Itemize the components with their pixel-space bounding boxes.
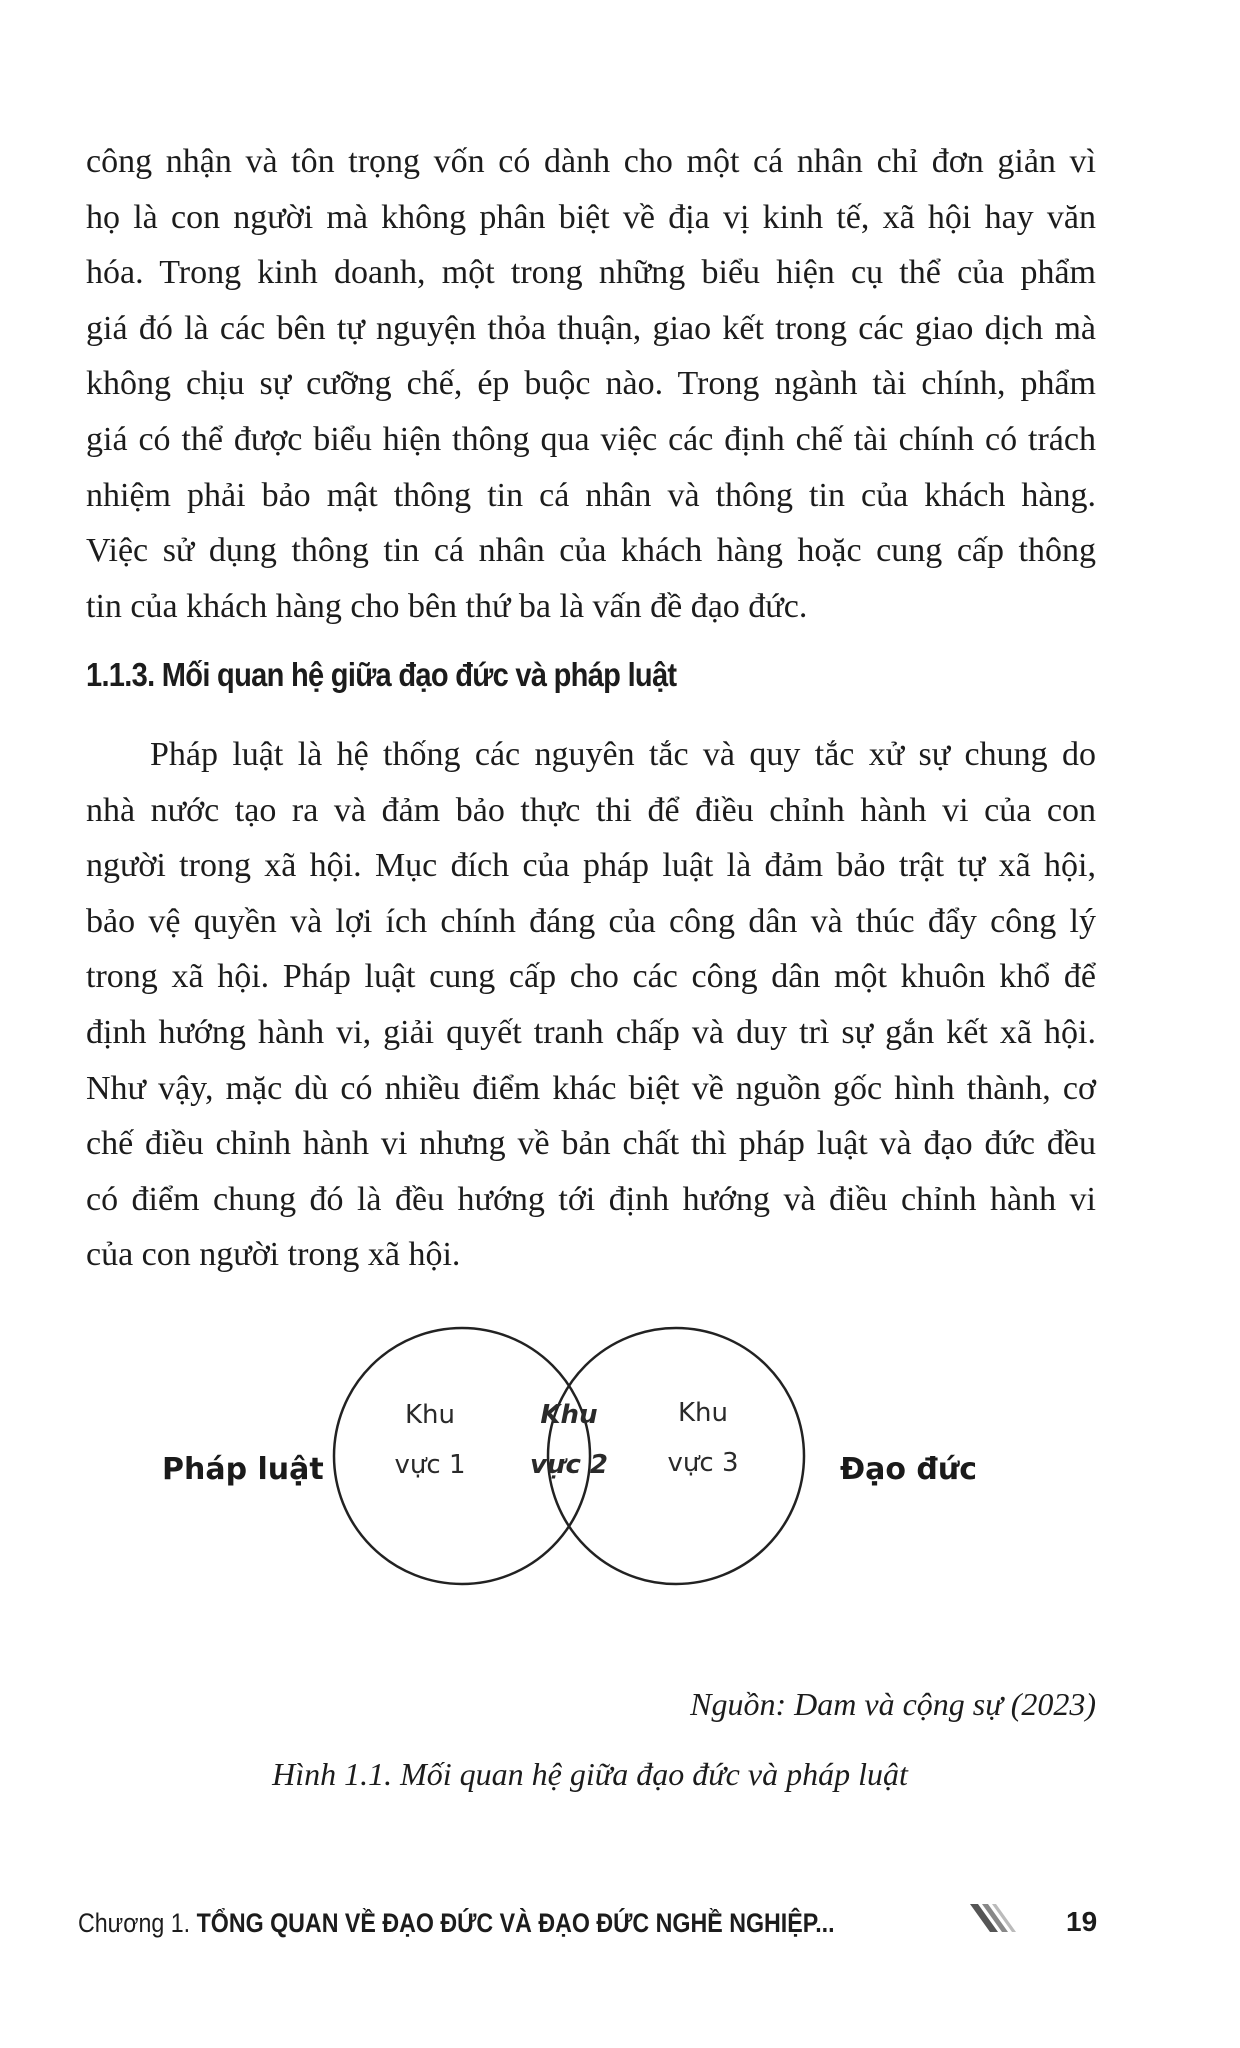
text-line: của con người trong xã hội. <box>86 1236 461 1274</box>
venn-label-ethics: Đạo đức <box>840 1452 978 1487</box>
zone-3 <box>643 1388 763 1488</box>
zone-2-line: vực 2 <box>529 1450 608 1480</box>
zone-2-line: Khu <box>540 1400 598 1430</box>
running-footer <box>78 1908 835 1939</box>
text-line: người trong xã hội. Mục đích của pháp luật là đảm bảo trật tự xã hội, <box>86 847 1096 885</box>
text-line: hóa. Trong kinh doanh, một trong những biểu hiện cụ thể của phẩm <box>86 254 1096 292</box>
footer-chapter: Chương 1. <box>78 1908 191 1938</box>
text-line: Việc sử dụng thông tin cá nhân của khách hàng hoặc cung cấp thông <box>86 532 1096 570</box>
figure-caption: Hình 1.1. Mối quan hệ giữa đạo đức và pháp luật <box>272 1756 908 1792</box>
text-line: bảo vệ quyền và lợi ích chính đáng của công dân và thúc đẩy công lý <box>86 902 1096 940</box>
zone-1 <box>370 1390 490 1490</box>
body-paragraph-2 <box>86 727 1096 1283</box>
text-line: giá đó là các bên tự nguyện thỏa thuận, giao kết trong các giao dịch mà <box>86 309 1096 347</box>
stripes-icon <box>970 1902 1030 1934</box>
text-line: nhà nước tạo ra và đảm bảo thực thi để điều chỉnh hành vi của con <box>86 791 1096 829</box>
figure-source: Nguồn: Dam và cộng sự (2023) <box>690 1686 1096 1722</box>
text-line: Như vậy, mặc dù có nhiều điểm khác biệt về nguồn gốc hình thành, cơ <box>86 1069 1096 1107</box>
body-paragraph-1 <box>86 134 1096 634</box>
text-line: trong xã hội. Pháp luật cung cấp cho các công dân một khuôn khổ để <box>86 958 1096 996</box>
zone-1-line: vực 1 <box>394 1450 466 1480</box>
text-line: tin của khách hàng cho bên thứ ba là vấn đề đạo đức. <box>86 587 808 625</box>
section-heading: 1.1.3. Mối quan hệ giữa đạo đức và pháp luật <box>86 656 677 693</box>
text-line: chế điều chỉnh hành vi nhưng về bản chất thì pháp luật và đạo đức đều <box>86 1125 1096 1163</box>
text-line: giá có thể được biểu hiện thông qua việc các định chế tài chính có trách <box>86 420 1096 458</box>
zone-3-line: Khu <box>677 1398 728 1428</box>
page-number: 19 <box>1066 1906 1098 1937</box>
text-line: Pháp luật là hệ thống các nguyên tắc và quy tắc xử sự chung do <box>150 736 1096 773</box>
text-line: định hướng hành vi, giải quyết tranh chấp và duy trì sự gắn kết xã hội. <box>86 1013 1096 1051</box>
zone-3-line: vực 3 <box>667 1448 739 1478</box>
text-line: công nhận và tôn trọng vốn có dành cho một cá nhân chỉ đơn giản vì <box>86 143 1096 180</box>
text-line: họ là con người mà không phân biệt về địa vị kinh tế, xã hội hay văn <box>86 198 1096 236</box>
footer-title: TỔNG QUAN VỀ ĐẠO ĐỨC VÀ ĐẠO ĐỨC NGHỀ NGHIỆP... <box>196 1908 835 1938</box>
text-line: có điểm chung đó là đều hướng tới định hướng và điều chỉnh hành vi <box>86 1180 1096 1218</box>
zone-2 <box>509 1390 629 1490</box>
venn-label-law: Pháp luật <box>162 1452 324 1487</box>
text-line: không chịu sự cưỡng chế, ép buộc nào. Trong ngành tài chính, phẩm <box>86 365 1096 403</box>
venn-diagram <box>0 1300 1240 1630</box>
text-line: nhiệm phải bảo mật thông tin cá nhân và thông tin của khách hàng. <box>86 476 1096 514</box>
zone-1-line: Khu <box>404 1400 455 1430</box>
